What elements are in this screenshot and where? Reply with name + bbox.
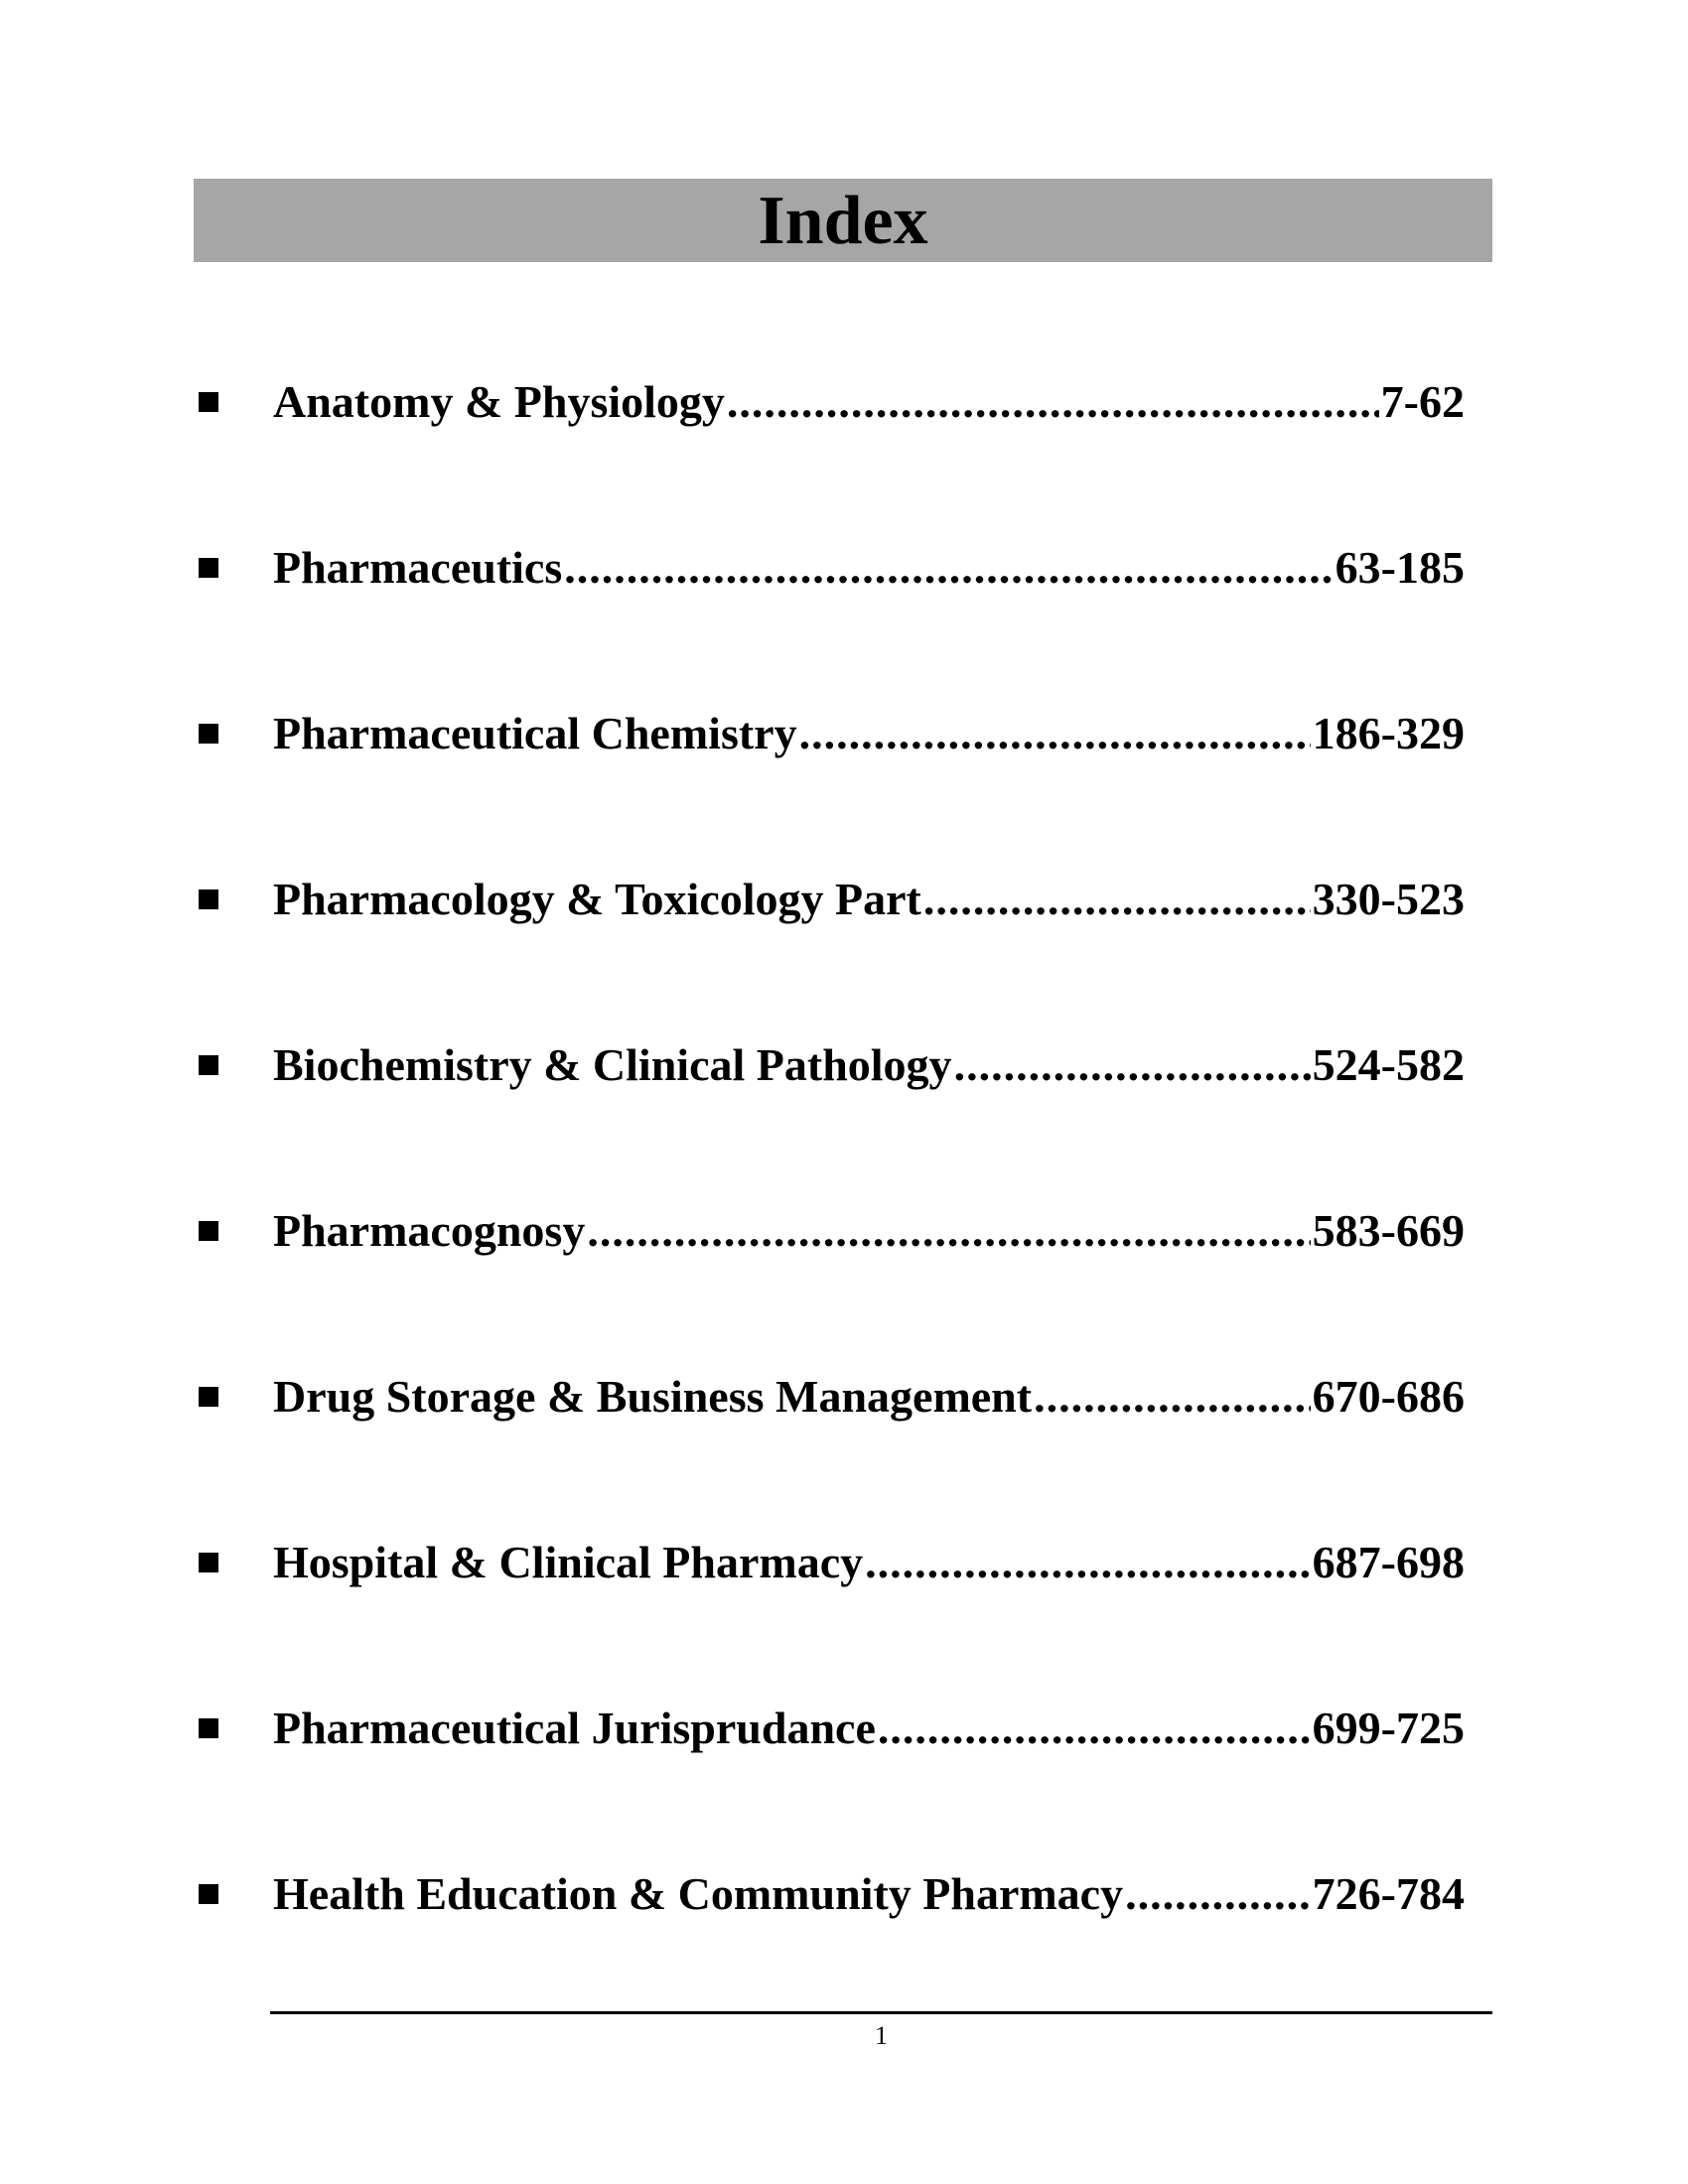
entry-label: Pharmaceutical Jurisprudance <box>273 1703 876 1753</box>
dot-leader <box>727 372 1379 432</box>
entry-pages: 583-669 <box>1312 1205 1465 1256</box>
entry-pages: 699-725 <box>1312 1703 1465 1753</box>
page-number: 1 <box>875 2021 888 2050</box>
index-entry <box>199 538 1465 598</box>
dot-leader <box>564 538 1333 598</box>
dot-leader <box>1125 1864 1311 1924</box>
dot-leader <box>799 704 1311 763</box>
square-bullet-icon <box>199 1055 218 1075</box>
square-bullet-icon <box>199 1387 218 1407</box>
entry-pages: 524-582 <box>1312 1039 1465 1090</box>
entry-pages: 687-698 <box>1312 1537 1465 1587</box>
entry-label: Drug Storage & Business Management <box>273 1371 1033 1422</box>
dot-leader <box>865 1533 1311 1592</box>
index-entry <box>199 372 1465 432</box>
entry-pages: 7-62 <box>1380 376 1465 427</box>
square-bullet-icon <box>199 1221 218 1241</box>
square-bullet-icon <box>199 558 218 578</box>
entry-label: Hospital & Clinical Pharmacy <box>273 1537 864 1587</box>
entry-pages: 670-686 <box>1312 1371 1465 1422</box>
entry-label: Pharmaceutics <box>273 542 563 593</box>
entry-label: Pharmacology & Toxicology Part <box>273 874 921 924</box>
footer-rule <box>270 2011 1492 2014</box>
entry-pages: 330-523 <box>1312 874 1465 924</box>
square-bullet-icon <box>199 1718 218 1738</box>
square-bullet-icon <box>199 392 218 412</box>
entry-label: Pharmacognosy <box>273 1205 586 1256</box>
dot-leader <box>923 870 1311 929</box>
square-bullet-icon <box>199 1884 218 1904</box>
entry-label: Biochemistry & Clinical Pathology <box>273 1039 952 1090</box>
index-entry <box>199 1699 1465 1758</box>
square-bullet-icon <box>199 889 218 909</box>
dot-leader <box>878 1699 1311 1758</box>
square-bullet-icon <box>199 724 218 744</box>
entry-pages: 186-329 <box>1312 708 1465 758</box>
entry-label: Pharmaceutical Chemistry <box>273 708 797 758</box>
index-entry <box>199 1864 1465 1924</box>
index-entry <box>199 704 1465 763</box>
index-entry <box>199 1201 1465 1261</box>
dot-leader <box>587 1201 1310 1261</box>
page-title: Index <box>758 183 928 259</box>
index-entry <box>199 1035 1465 1095</box>
dot-leader <box>1034 1367 1311 1427</box>
entry-label: Anatomy & Physiology <box>273 376 725 427</box>
index-entry <box>199 1533 1465 1592</box>
index-entry <box>199 1367 1465 1427</box>
entry-pages: 726-784 <box>1312 1868 1465 1919</box>
index-entry <box>199 870 1465 929</box>
square-bullet-icon <box>199 1553 218 1572</box>
dot-leader <box>954 1035 1311 1095</box>
entry-pages: 63-185 <box>1335 542 1465 593</box>
entry-label: Health Education & Community Pharmacy <box>273 1868 1124 1919</box>
